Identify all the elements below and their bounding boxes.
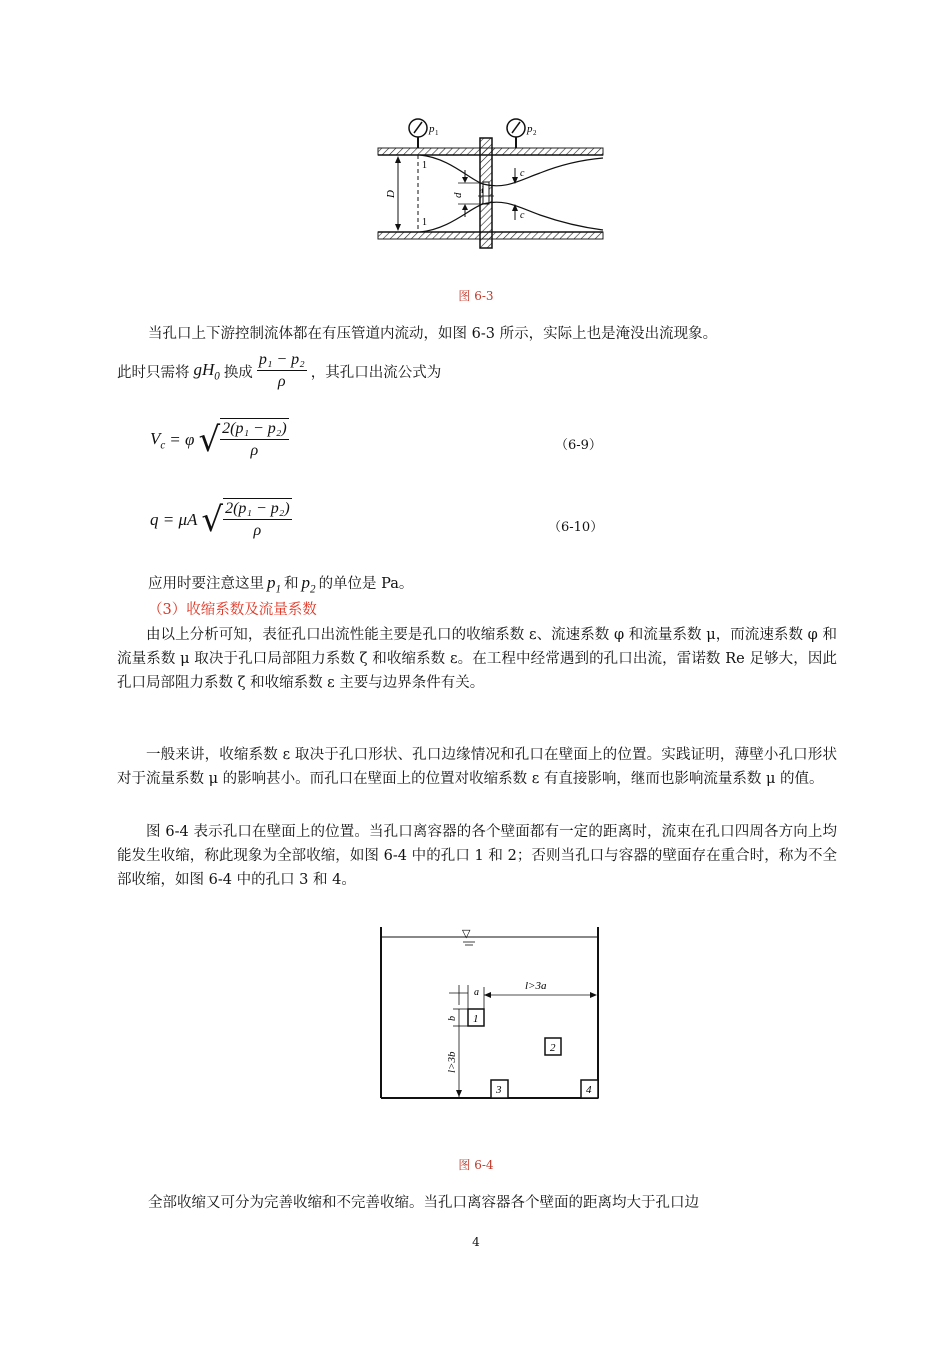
eq610-denominator: ρ [253, 522, 262, 539]
contraction-c-top-label: c [520, 168, 525, 179]
eq610-fraction [223, 498, 292, 542]
paragraph-contraction-factors: 一般来讲，收缩系数 ε 取决于孔口形状、孔口边缘情况和孔口在壁面上的位置。实践证明，薄壁小孔口形状对于流量系数 μ 的影响甚小。而孔口在壁面上的位置对收缩系数 ε 有直接影响，继而也影响流量系数 μ 的值。 [117, 747, 837, 787]
note-p1-sub: 1 [275, 583, 282, 596]
note-p2-sub: 2 [310, 583, 316, 596]
note-p2 [302, 573, 316, 595]
section-1-bottom-label: 1 [422, 217, 427, 228]
fraction-numerator: p₁ − p₂ [257, 350, 307, 371]
section-1-top-label: 1 [422, 160, 427, 171]
figure-6-3-caption: 图 6-3 [458, 289, 494, 303]
dim-l3a-label: l>3a [525, 980, 547, 992]
contraction-c-bottom-label: c [520, 210, 525, 221]
paragraph-orifice-position: 图 6-4 表示孔口在壁面上的位置。当孔口离容器的各个壁面都有一定的距离时，流束在孔口四周各方向上均能发生收缩，称此现象为全部收缩，如图 6-4 中的孔口 1 和 2；否则当孔口与容器的壁面存在重合时，称为不全部收缩，如图 6-4 中的孔口 3 和 4。 [117, 824, 837, 888]
pressure-fraction [257, 350, 307, 393]
note-mid: 和 [284, 576, 299, 592]
orifice-2-label: 2 [550, 1042, 556, 1054]
equation-6-9 [150, 418, 289, 462]
orifice-3-label: 3 [496, 1084, 502, 1096]
eq69-lhs [150, 429, 165, 451]
figure-6-4-tank-orifices [375, 925, 605, 1105]
orifice-1-label: 1 [473, 1013, 479, 1025]
eq69-fraction [220, 418, 289, 462]
para1-line2-pre: 此时只需将 [117, 365, 190, 381]
dim-l3b-label: l>3b [446, 1051, 458, 1073]
unit-note [148, 572, 413, 595]
eq610-numerator: 2(p₁ − p₂) [223, 499, 292, 520]
eq69-sqrt-icon: √ [198, 420, 221, 460]
page-number: 4 [472, 1235, 480, 1249]
dim-a-label: a [474, 987, 479, 998]
water-surface-icon: ▽ [462, 927, 471, 940]
diameter-D-label: D [385, 190, 397, 198]
para1-line2 [117, 350, 441, 393]
paragraph-coefficients: 由以上分析可知，表征孔口出流性能主要是孔口的收缩系数 ε、流速系数 φ 和流量系数 μ，而流速系数 φ 和流量系数 μ 取决于孔口局部阻力系数 ζ 和收缩系数 ε。在工程中经常遇到的孔口出流，雷诺数 Re 足够大，因此孔口局部阻力系数 ζ 和收缩系数 ε 主要与边界条件有关。 [117, 627, 837, 691]
fraction-denominator: ρ [277, 373, 286, 390]
orifice-d-label: d [452, 192, 464, 198]
dim-b-label: b [447, 1016, 458, 1021]
plate-l-label: l [481, 185, 484, 196]
eq69-lhs-text: V [150, 428, 161, 448]
section-heading: （3）收缩系数及流量系数 [148, 602, 317, 618]
note-pre: 应用时要注意这里 [148, 576, 264, 592]
note-p1 [267, 573, 281, 595]
equation-6-10 [150, 498, 292, 542]
figure-6-4-caption: 图 6-4 [458, 1158, 494, 1172]
note-post: 的单位是 Pa。 [318, 576, 414, 592]
gauge-p2-label: p [527, 123, 533, 135]
eq69-rhs: = φ [169, 430, 195, 449]
para1-line2-mid: 换成 [223, 365, 253, 381]
paragraph-complete-contraction: 全部收缩又可分为完善收缩和不完善收缩。当孔口离容器各个壁面的距离均大于孔口边 [148, 1195, 699, 1211]
equation-6-9-number: （6-9） [555, 438, 602, 453]
eq69-denominator: ρ [250, 442, 259, 459]
eq69-numerator: 2(p₁ − p₂) [220, 419, 289, 440]
gauge-p2-sub: 2 [533, 129, 537, 137]
eq69-lhs-sub: c [160, 439, 166, 452]
gauge-p1-label: p [429, 123, 435, 135]
note-p1-text: p [267, 573, 276, 592]
para1-line1: 当孔口上下游控制流体都在有压管道内流动，如图 6-3 所示，实际上也是淹没出流现象。 [148, 326, 718, 342]
gH0-symbol [194, 360, 220, 382]
orifice-4-label: 4 [586, 1084, 592, 1096]
equation-6-10-number: （6-10） [548, 520, 604, 535]
eq610-sqrt-icon: √ [201, 500, 224, 540]
gauge-p1-sub: 1 [435, 129, 439, 137]
eq610-lhs: q = μA [150, 510, 198, 529]
gH-sub: 0 [214, 370, 220, 383]
figure-6-3-pipe-orifice [370, 110, 610, 255]
para1-line2-post: ，其孔口出流公式为 [310, 365, 442, 381]
gH-text: gH [193, 360, 215, 380]
note-p2-text: p [301, 573, 311, 592]
